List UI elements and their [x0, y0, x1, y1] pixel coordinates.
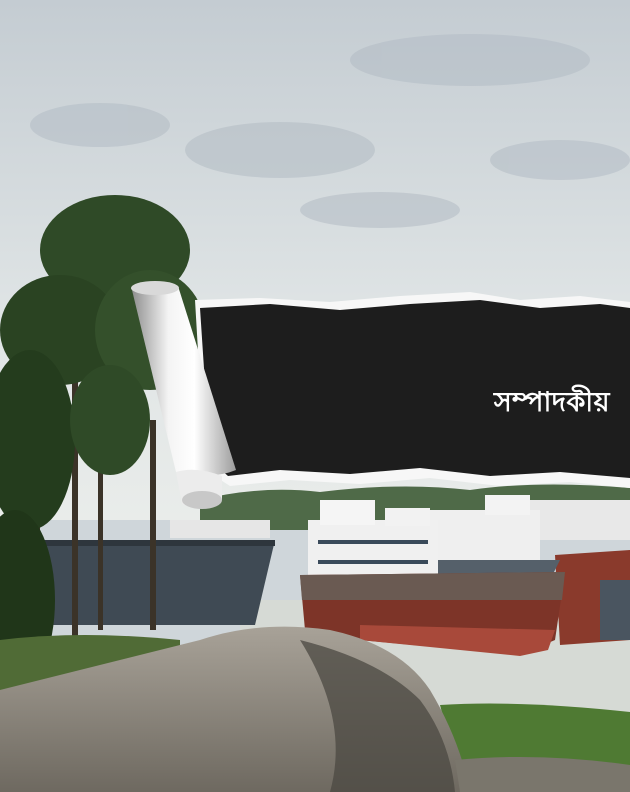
banner-title: সম্পাদকীয়	[493, 387, 610, 418]
shore-bottom	[455, 757, 630, 792]
